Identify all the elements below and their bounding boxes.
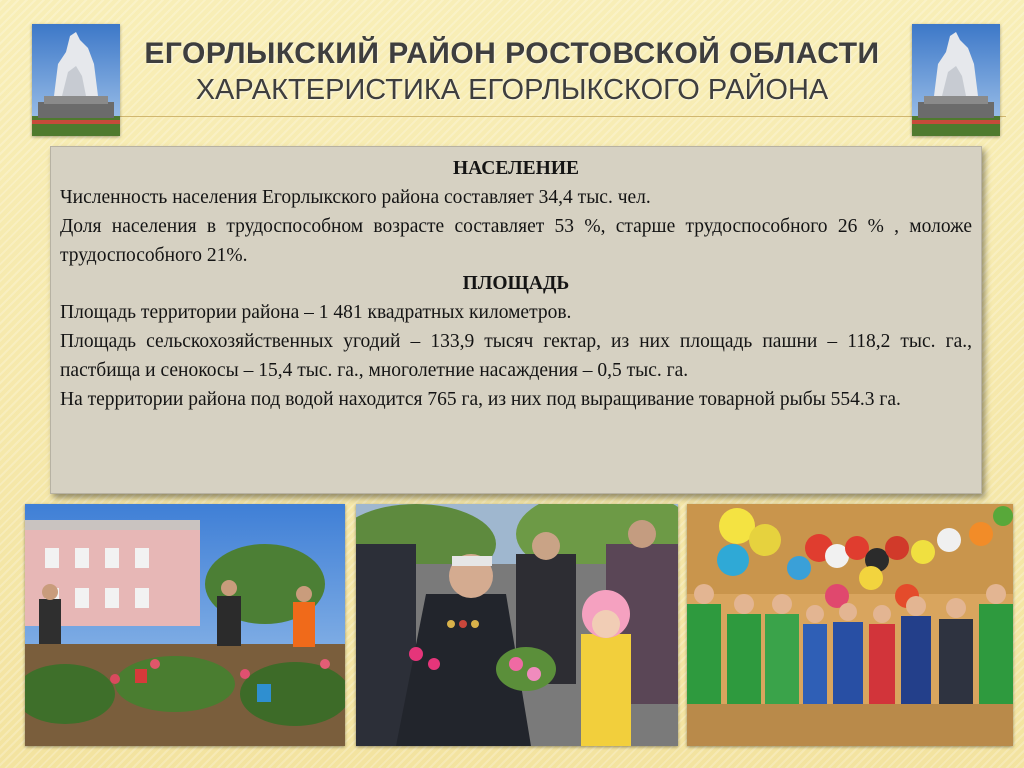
population-share-text: Доля населения в трудоспособном возрасте составляет 53 %, старше трудоспособного 26 % , моложе трудоспособного 21%. — [60, 216, 972, 266]
photo-gardening — [25, 504, 345, 746]
photo-sports-event — [687, 504, 1013, 746]
sports-event-photo-icon — [687, 504, 1013, 746]
title-line-2: ХАРАКТЕРИСТИКА ЕГОРЛЫКСКОГО РАЙОНА — [195, 74, 829, 106]
content-box — [50, 146, 982, 494]
veteran-photo-icon — [356, 504, 678, 746]
monument-photo-icon — [912, 24, 1000, 136]
area-agricultural-text: Площадь сельскохозяйственных угодий – 133,9 тысяч гектар, из них площадь пашни – 118,2 тыс. га., пастбища и сенокосы – 15,4 тыс. га., многолетние насаждения – 0,5 тыс. га. — [60, 331, 972, 381]
title-line-1: ЕГОРЛЫКСКИЙ РАЙОН РОСТОВСКОЙ ОБЛАСТИ — [144, 37, 880, 70]
area-water-text: На территории района под водой находится 765 га, из них под выращивание товарной рыбы 554.3 га. — [60, 389, 901, 410]
population-total-text: Численность населения Егорлыкского района составляет 34,4 тыс. чел. — [60, 187, 651, 208]
monument-photo-icon — [32, 24, 120, 136]
monument-left-image — [32, 24, 120, 136]
title-divider — [118, 116, 1006, 117]
population-heading: НАСЕЛЕНИЕ — [453, 158, 579, 179]
photo-veteran — [356, 504, 678, 746]
slide-title — [130, 36, 894, 108]
monument-right-image — [912, 24, 1000, 136]
area-heading: ПЛОЩАДЬ — [462, 273, 570, 294]
area-total-text: Площадь территории района – 1 481 квадратных километров. — [60, 302, 572, 323]
gardening-photo-icon — [25, 504, 345, 746]
